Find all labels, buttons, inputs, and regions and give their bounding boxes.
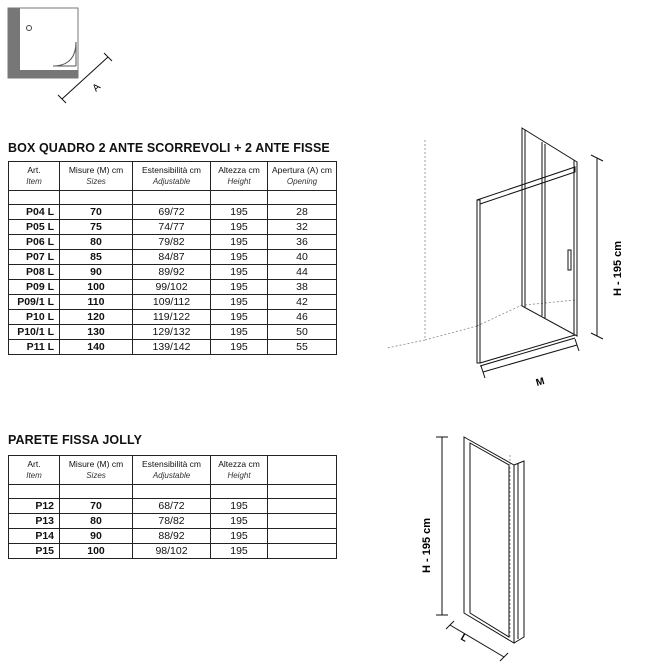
cell-adjustable: 84/87 bbox=[133, 250, 211, 265]
cell-opening: 44 bbox=[268, 265, 337, 280]
cell-opening: 46 bbox=[268, 310, 337, 325]
cell-opening bbox=[268, 544, 337, 559]
section2-title: PARETE FISSA JOLLY bbox=[8, 433, 143, 447]
cell-size: 130 bbox=[60, 325, 133, 340]
cell-height: 195 bbox=[211, 250, 268, 265]
plan-view-diagram bbox=[0, 0, 130, 110]
col-header-size: Misure (M) cm Sizes bbox=[60, 162, 133, 191]
table-row bbox=[9, 205, 337, 220]
cell-opening: 38 bbox=[268, 280, 337, 295]
cell-art: P05 L bbox=[9, 220, 60, 235]
fixed-wall-diagram bbox=[412, 425, 612, 665]
cell-adjustable: 119/122 bbox=[133, 310, 211, 325]
cell-opening: 40 bbox=[268, 250, 337, 265]
col-header-art: Art. Item bbox=[9, 456, 60, 485]
cell-size: 90 bbox=[60, 529, 133, 544]
table-row bbox=[9, 499, 337, 514]
cell-height: 195 bbox=[211, 514, 268, 529]
table-spacer-row bbox=[9, 485, 337, 499]
cell-adjustable: 69/72 bbox=[133, 205, 211, 220]
table-header-row bbox=[9, 456, 337, 485]
cell-art: P08 L bbox=[9, 265, 60, 280]
cell-height: 195 bbox=[211, 499, 268, 514]
cell-opening: 28 bbox=[268, 205, 337, 220]
cell-opening: 42 bbox=[268, 295, 337, 310]
box-width-label: M bbox=[534, 376, 546, 389]
cell-art: P09/1 L bbox=[9, 295, 60, 310]
cell-size: 100 bbox=[60, 544, 133, 559]
cell-height: 195 bbox=[211, 205, 268, 220]
cell-height: 195 bbox=[211, 280, 268, 295]
col-header-height: Altezza cm Height bbox=[211, 162, 268, 191]
cell-opening: 55 bbox=[268, 340, 337, 355]
cell-height: 195 bbox=[211, 235, 268, 250]
cell-size: 110 bbox=[60, 295, 133, 310]
cell-art: P06 L bbox=[9, 235, 60, 250]
table-row bbox=[9, 220, 337, 235]
cell-art: P13 bbox=[9, 514, 60, 529]
box-spec-table bbox=[8, 161, 337, 355]
cell-adjustable: 74/77 bbox=[133, 220, 211, 235]
col-header-art: Art. Item bbox=[9, 162, 60, 191]
cell-size: 75 bbox=[60, 220, 133, 235]
box-shower-diagram bbox=[377, 120, 647, 400]
box-height-label: H - 195 cm bbox=[612, 240, 624, 296]
table-spacer-row bbox=[9, 191, 337, 205]
cell-size: 90 bbox=[60, 265, 133, 280]
cell-height: 195 bbox=[211, 544, 268, 559]
cell-adjustable: 79/82 bbox=[133, 235, 211, 250]
cell-art: P14 bbox=[9, 529, 60, 544]
cell-height: 195 bbox=[211, 529, 268, 544]
cell-adjustable: 109/112 bbox=[133, 295, 211, 310]
wall-spec-table bbox=[8, 455, 337, 559]
table-header-row bbox=[9, 162, 337, 191]
cell-adjustable: 78/82 bbox=[133, 514, 211, 529]
cell-art: P07 L bbox=[9, 250, 60, 265]
cell-art: P15 bbox=[9, 544, 60, 559]
cell-adjustable: 129/132 bbox=[133, 325, 211, 340]
cell-size: 120 bbox=[60, 310, 133, 325]
cell-height: 195 bbox=[211, 265, 268, 280]
col-header-adjustable: Estensibilità cm Adjustable bbox=[133, 162, 211, 191]
cell-adjustable: 88/92 bbox=[133, 529, 211, 544]
table-row bbox=[9, 250, 337, 265]
cell-adjustable: 98/102 bbox=[133, 544, 211, 559]
table-row bbox=[9, 529, 337, 544]
cell-size: 140 bbox=[60, 340, 133, 355]
cell-height: 195 bbox=[211, 310, 268, 325]
wall-height-label: H - 195 cm bbox=[421, 517, 433, 573]
cell-adjustable: 89/92 bbox=[133, 265, 211, 280]
col-header-opening: Apertura (A) cm Opening bbox=[268, 162, 337, 191]
col-header-empty bbox=[268, 456, 337, 485]
cell-size: 80 bbox=[60, 235, 133, 250]
cell-art: P09 L bbox=[9, 280, 60, 295]
cell-opening bbox=[268, 529, 337, 544]
cell-size: 80 bbox=[60, 514, 133, 529]
cell-opening: 50 bbox=[268, 325, 337, 340]
cell-size: 85 bbox=[60, 250, 133, 265]
wall-width-label: L bbox=[458, 632, 470, 645]
cell-height: 195 bbox=[211, 340, 268, 355]
cell-adjustable: 99/102 bbox=[133, 280, 211, 295]
cell-size: 70 bbox=[60, 499, 133, 514]
cell-art: P11 L bbox=[9, 340, 60, 355]
section1-title: BOX QUADRO 2 ANTE SCORREVOLI + 2 ANTE FISSE bbox=[8, 141, 330, 155]
col-header-height: Altezza cm Height bbox=[211, 456, 268, 485]
cell-adjustable: 68/72 bbox=[133, 499, 211, 514]
cell-art: P04 L bbox=[9, 205, 60, 220]
table-row bbox=[9, 325, 337, 340]
cell-size: 70 bbox=[60, 205, 133, 220]
plan-dimension-label: A bbox=[90, 81, 103, 95]
table-row bbox=[9, 544, 337, 559]
table-row bbox=[9, 280, 337, 295]
cell-adjustable: 139/142 bbox=[133, 340, 211, 355]
table-row bbox=[9, 340, 337, 355]
cell-opening: 36 bbox=[268, 235, 337, 250]
col-header-size: Misure (M) cm Sizes bbox=[60, 456, 133, 485]
cell-opening bbox=[268, 499, 337, 514]
cell-height: 195 bbox=[211, 295, 268, 310]
cell-opening bbox=[268, 514, 337, 529]
cell-height: 195 bbox=[211, 220, 268, 235]
table-row bbox=[9, 235, 337, 250]
col-header-adjustable: Estensibilità cm Adjustable bbox=[133, 456, 211, 485]
cell-art: P12 bbox=[9, 499, 60, 514]
cell-art: P10/1 L bbox=[9, 325, 60, 340]
table-row bbox=[9, 514, 337, 529]
table-row bbox=[9, 310, 337, 325]
table-row bbox=[9, 265, 337, 280]
table-row bbox=[9, 295, 337, 310]
cell-height: 195 bbox=[211, 325, 268, 340]
cell-size: 100 bbox=[60, 280, 133, 295]
cell-opening: 32 bbox=[268, 220, 337, 235]
cell-art: P10 L bbox=[9, 310, 60, 325]
